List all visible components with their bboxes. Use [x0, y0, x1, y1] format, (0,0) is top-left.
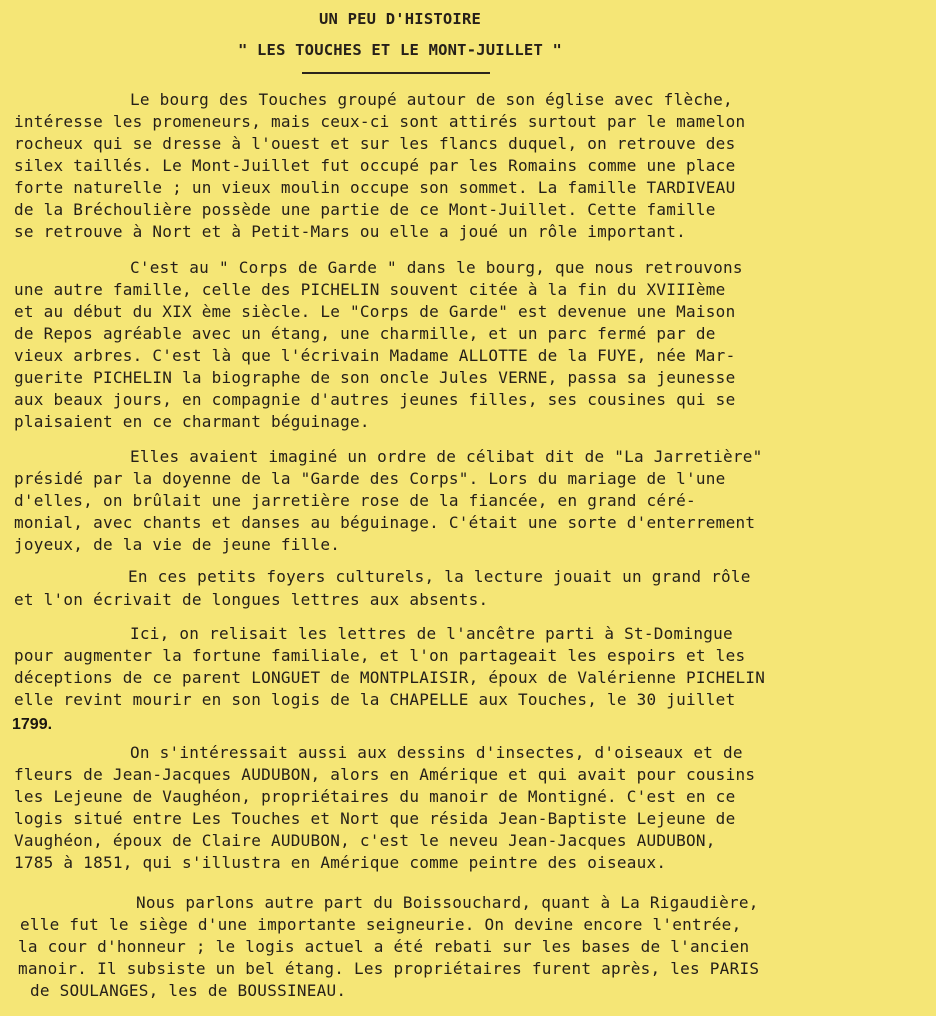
text-line: En ces petits foyers culturels, la lecture jouait un grand rôle	[128, 567, 751, 586]
text-line: présidé par la doyenne de la "Garde des Corps". Lors du mariage de l'une	[14, 469, 726, 488]
text-line: Vaughéon, époux de Claire AUDUBON, c'est le neveu Jean-Jacques AUDUBON,	[14, 831, 716, 850]
text-line: On s'intéressait aussi aux dessins d'insectes, d'oiseaux et de	[130, 743, 743, 762]
text-line: C'est au " Corps de Garde " dans le bourg, que nous retrouvons	[130, 258, 743, 277]
text-line: la cour d'honneur ; le logis actuel a été rebati sur les bases de l'ancien	[18, 937, 750, 956]
text-line: se retrouve à Nort et à Petit-Mars ou elle a joué un rôle important.	[14, 222, 687, 241]
text-line: Ici, on relisait les lettres de l'ancêtre parti à St-Domingue	[130, 624, 733, 643]
document-subtitle: " LES TOUCHES ET LE MONT-JUILLET "	[237, 41, 563, 59]
year-1799: 1799.	[12, 716, 53, 733]
text-line: elle fut le siège d'une importante seigneurie. On devine encore l'entrée,	[20, 915, 742, 934]
text-line: pour augmenter la fortune familiale, et l'on partageait les espoirs et les	[14, 646, 746, 665]
text-line: plaisaient en ce charmant béguinage.	[14, 412, 370, 431]
text-line: déceptions de ce parent LONGUET de MONTPLAISIR, époux de Valérienne PICHELIN	[14, 668, 766, 687]
text-line: forte naturelle ; un vieux moulin occupe son sommet. La famille TARDIVEAU	[14, 178, 736, 197]
text-line: Elles avaient imaginé un ordre de célibat dit de "La Jarretière"	[130, 447, 763, 466]
text-line: les Lejeune de Vaughéon, propriétaires du manoir de Montigné. C'est en ce	[14, 787, 736, 806]
text-line: silex taillés. Le Mont-Juillet fut occupé par les Romains comme une place	[14, 156, 736, 175]
text-line: de SOULANGES, les de BOUSSINEAU.	[30, 981, 347, 1000]
text-line: monial, avec chants et danses au béguinage. C'était une sorte d'enterrement	[14, 513, 756, 532]
text-line: fleurs de Jean-Jacques AUDUBON, alors en Amérique et qui avait pour cousins	[14, 765, 756, 784]
text-line: et l'on écrivait de longues lettres aux absents.	[14, 590, 489, 609]
text-line: elle revint mourir en son logis de la CHAPELLE aux Touches, le 30 juillet	[14, 690, 736, 709]
text-line: vieux arbres. C'est là que l'écrivain Madame ALLOTTE de la FUYE, née Mar-	[14, 346, 736, 365]
text-line: logis situé entre Les Touches et Nort que résida Jean-Baptiste Lejeune de	[14, 809, 736, 828]
text-line: intéresse les promeneurs, mais ceux-ci sont attirés surtout par le mamelon	[14, 112, 746, 131]
text-line: Nous parlons autre part du Boissouchard, quant à La Rigaudière,	[136, 893, 759, 912]
document-title: UN PEU D'HISTOIRE	[318, 10, 482, 28]
title-underline	[302, 72, 490, 74]
text-line: une autre famille, celle des PICHELIN souvent citée à la fin du XVIIIème	[14, 280, 726, 299]
text-line: guerite PICHELIN la biographe de son oncle Jules VERNE, passa sa jeunesse	[14, 368, 736, 387]
text-line: de la Bréchoulière possède une partie de ce Mont-Juillet. Cette famille	[14, 200, 716, 219]
text-line: et au début du XIX ème siècle. Le "Corps de Garde" est devenue une Maison	[14, 302, 736, 321]
text-line: manoir. Il subsiste un bel étang. Les propriétaires furent après, les PARIS	[18, 959, 760, 978]
text-line: 1785 à 1851, qui s'illustra en Amérique comme peintre des oiseaux.	[14, 853, 667, 872]
text-line: d'elles, on brûlait une jarretière rose de la fiancée, en grand céré-	[14, 491, 696, 510]
text-line: rocheux qui se dresse à l'ouest et sur les flancs duquel, on retrouve des	[14, 134, 736, 153]
text-line: de Repos agréable avec un étang, une charmille, et un parc fermé par de	[14, 324, 716, 343]
text-line: Le bourg des Touches groupé autour de son église avec flèche,	[130, 90, 733, 109]
text-line: aux beaux jours, en compagnie d'autres jeunes filles, ses cousines qui se	[14, 390, 736, 409]
text-line: joyeux, de la vie de jeune fille.	[14, 535, 341, 554]
